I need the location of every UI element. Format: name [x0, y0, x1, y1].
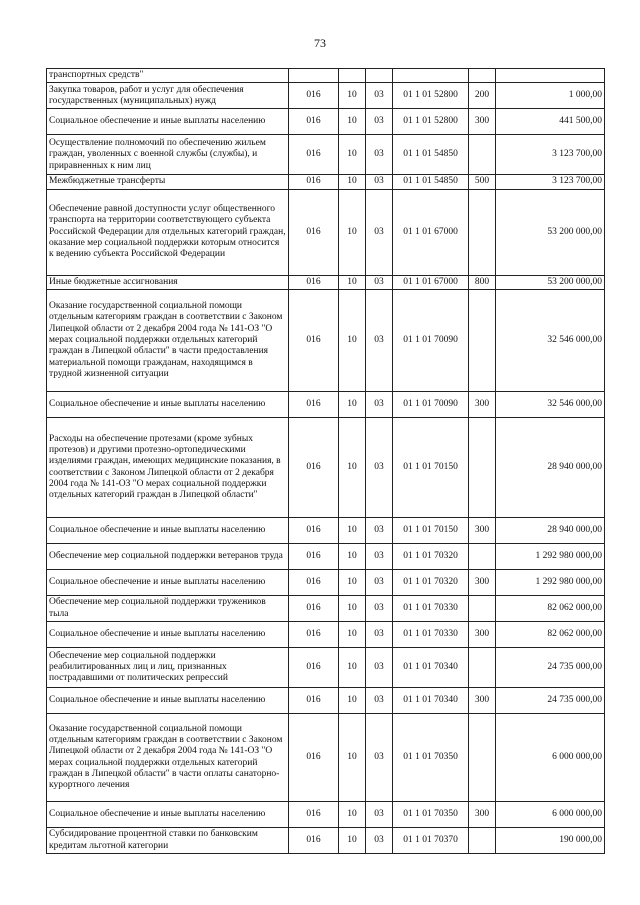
row-name: Иные бюджетные ассигнования [47, 275, 289, 289]
row-target: 01 1 01 67000 [393, 275, 469, 289]
table-row [47, 570, 605, 596]
row-ministry: 016 [289, 135, 339, 175]
row-ministry: 016 [289, 189, 339, 275]
table-row [47, 83, 605, 109]
row-type: 300 [469, 392, 496, 418]
row-section: 10 [339, 544, 366, 570]
row-amount: 82 062 000,00 [496, 596, 605, 622]
row-ministry: 016 [289, 622, 339, 648]
row-amount: 24 735 000,00 [496, 688, 605, 714]
row-amount: 32 546 000,00 [496, 290, 605, 392]
row-amount: 1 292 980 000,00 [496, 544, 605, 570]
row-type [469, 290, 496, 392]
row-target: 01 1 01 67000 [393, 189, 469, 275]
table-row [47, 802, 605, 828]
row-subsection: 03 [366, 83, 393, 109]
row-ministry: 016 [289, 596, 339, 622]
row-name: Социальное обеспечение и иные выплаты населению [47, 570, 289, 596]
row-target: 01 1 01 70320 [393, 544, 469, 570]
row-subsection: 03 [366, 648, 393, 688]
row-ministry: 016 [289, 648, 339, 688]
row-name: Социальное обеспечение и иные выплаты населению [47, 392, 289, 418]
row-ministry: 016 [289, 802, 339, 828]
row-name: Обеспечение мер социальной поддержки ветеранов труда [47, 544, 289, 570]
row-name: Социальное обеспечение и иные выплаты населению [47, 688, 289, 714]
row-ministry [289, 69, 339, 83]
row-amount: 32 546 000,00 [496, 392, 605, 418]
row-name: Расходы на обеспечение протезами (кроме зубных протезов) и другими протезно-ортопедическими изделиями граждан, имеющих медицинские показания, в соответствии с Законом Липецкой области от 2 декабря 2004 года № 141-ОЗ "О мерах социальной поддержки отдельных категорий граждан в Липецкой области" [47, 418, 289, 518]
row-section [339, 69, 366, 83]
row-section: 10 [339, 135, 366, 175]
table-row [47, 275, 605, 289]
table-row [47, 69, 605, 83]
row-name: Обеспечение мер социальной поддержки реабилитированных лиц и лиц, признанных пострадавшими от политических репрессий [47, 648, 289, 688]
row-type: 500 [469, 175, 496, 189]
row-subsection: 03 [366, 135, 393, 175]
row-name: Обеспечение мер социальной поддержки тружеников тыла [47, 596, 289, 622]
row-name: Социальное обеспечение и иные выплаты населению [47, 802, 289, 828]
row-target: 01 1 01 54850 [393, 135, 469, 175]
row-target: 01 1 01 70090 [393, 290, 469, 392]
table-row [47, 175, 605, 189]
row-subsection: 03 [366, 290, 393, 392]
row-subsection: 03 [366, 109, 393, 135]
row-target: 01 1 01 70320 [393, 570, 469, 596]
row-type: 300 [469, 109, 496, 135]
row-ministry: 016 [289, 418, 339, 518]
table-row [47, 596, 605, 622]
row-section: 10 [339, 392, 366, 418]
row-name: Социальное обеспечение и иные выплаты населению [47, 109, 289, 135]
row-subsection [366, 69, 393, 83]
row-amount: 6 000 000,00 [496, 802, 605, 828]
row-ministry: 016 [289, 175, 339, 189]
row-section: 10 [339, 109, 366, 135]
row-type [469, 648, 496, 688]
row-ministry: 016 [289, 275, 339, 289]
table-row [47, 392, 605, 418]
row-name: Межбюджетные трансферты [47, 175, 289, 189]
row-amount: 82 062 000,00 [496, 622, 605, 648]
row-name: транспортных средств" [47, 69, 289, 83]
row-ministry: 016 [289, 518, 339, 544]
row-target: 01 1 01 70330 [393, 596, 469, 622]
row-name: Социальное обеспечение и иные выплаты населению [47, 622, 289, 648]
row-section: 10 [339, 418, 366, 518]
row-target: 01 1 01 70370 [393, 828, 469, 854]
row-ministry: 016 [289, 688, 339, 714]
row-type: 300 [469, 688, 496, 714]
row-type [469, 596, 496, 622]
row-amount: 28 940 000,00 [496, 518, 605, 544]
row-section: 10 [339, 828, 366, 854]
row-amount: 28 940 000,00 [496, 418, 605, 518]
row-amount: 1 000,00 [496, 83, 605, 109]
row-section: 10 [339, 175, 366, 189]
row-amount: 24 735 000,00 [496, 648, 605, 688]
row-subsection: 03 [366, 392, 393, 418]
row-section: 10 [339, 714, 366, 802]
row-name: Закупка товаров, работ и услуг для обеспечения государственных (муниципальных) нужд [47, 83, 289, 109]
row-target: 01 1 01 52800 [393, 109, 469, 135]
row-amount: 441 500,00 [496, 109, 605, 135]
table-row [47, 109, 605, 135]
row-subsection: 03 [366, 544, 393, 570]
row-subsection: 03 [366, 714, 393, 802]
row-subsection: 03 [366, 802, 393, 828]
row-section: 10 [339, 570, 366, 596]
row-section: 10 [339, 83, 366, 109]
row-name: Социальное обеспечение и иные выплаты населению [47, 518, 289, 544]
row-type [469, 135, 496, 175]
table-row [47, 290, 605, 392]
row-type [469, 828, 496, 854]
table-row [47, 622, 605, 648]
row-target: 01 1 01 70340 [393, 648, 469, 688]
row-section: 10 [339, 802, 366, 828]
row-ministry: 016 [289, 828, 339, 854]
row-subsection: 03 [366, 518, 393, 544]
row-type: 300 [469, 622, 496, 648]
page-number: 73 [314, 36, 326, 50]
row-type [469, 418, 496, 518]
row-type [469, 69, 496, 83]
row-target: 01 1 01 70350 [393, 714, 469, 802]
row-type: 800 [469, 275, 496, 289]
table-row [47, 648, 605, 688]
row-target: 01 1 01 54850 [393, 175, 469, 189]
row-type: 300 [469, 518, 496, 544]
row-ministry: 016 [289, 109, 339, 135]
table-row [47, 714, 605, 802]
table-row [47, 828, 605, 854]
row-ministry: 016 [289, 714, 339, 802]
row-type [469, 544, 496, 570]
row-amount: 3 123 700,00 [496, 135, 605, 175]
row-subsection: 03 [366, 688, 393, 714]
row-type: 300 [469, 570, 496, 596]
budget-table [46, 68, 605, 854]
row-target: 01 1 01 70090 [393, 392, 469, 418]
row-target: 01 1 01 52800 [393, 83, 469, 109]
row-subsection: 03 [366, 828, 393, 854]
table-row [47, 518, 605, 544]
row-name: Оказание государственной социальной помощи отдельным категориям граждан в соответствии с Законом Липецкой области от 2 декабря 2004 года № 141-ОЗ "О мерах социальной поддержки отдельных категорий граждан в Липецкой области" в части оплаты санаторно-курортного лечения [47, 714, 289, 802]
row-target: 01 1 01 70150 [393, 518, 469, 544]
row-amount: 1 292 980 000,00 [496, 570, 605, 596]
row-subsection: 03 [366, 189, 393, 275]
table-row [47, 135, 605, 175]
row-ministry: 016 [289, 290, 339, 392]
row-type: 200 [469, 83, 496, 109]
row-section: 10 [339, 596, 366, 622]
row-amount: 53 200 000,00 [496, 275, 605, 289]
row-section: 10 [339, 518, 366, 544]
row-amount: 6 000 000,00 [496, 714, 605, 802]
table-row [47, 688, 605, 714]
row-target [393, 69, 469, 83]
row-section: 10 [339, 648, 366, 688]
row-subsection: 03 [366, 418, 393, 518]
table-row [47, 544, 605, 570]
row-amount [496, 69, 605, 83]
table-row [47, 189, 605, 275]
row-type [469, 189, 496, 275]
row-section: 10 [339, 290, 366, 392]
row-subsection: 03 [366, 275, 393, 289]
row-subsection: 03 [366, 622, 393, 648]
row-section: 10 [339, 622, 366, 648]
row-ministry: 016 [289, 392, 339, 418]
row-ministry: 016 [289, 570, 339, 596]
row-name: Осуществление полномочий по обеспечению жильем граждан, уволенных с военной службы (службы), и приравненных к ним лиц [47, 135, 289, 175]
row-section: 10 [339, 688, 366, 714]
row-ministry: 016 [289, 83, 339, 109]
row-ministry: 016 [289, 544, 339, 570]
row-subsection: 03 [366, 596, 393, 622]
row-amount: 53 200 000,00 [496, 189, 605, 275]
row-name: Оказание государственной социальной помощи отдельным категориям граждан в соответствии с Законом Липецкой области от 2 декабря 2004 года № 141-ОЗ "О мерах социальной поддержки отдельных категорий граждан в Липецкой области" в части предоставления материальной помощи гражданам, находящимся в трудной жизненной ситуации [47, 290, 289, 392]
row-type: 300 [469, 802, 496, 828]
row-subsection: 03 [366, 175, 393, 189]
row-name: Обеспечение равной доступности услуг общественного транспорта на территории соответствующего субъекта Российской Федерации для отдельных категорий граждан, оказание мер социальной поддержки которым относится к ведению субъекта Российской Федерации [47, 189, 289, 275]
table-row [47, 418, 605, 518]
row-amount: 3 123 700,00 [496, 175, 605, 189]
row-section: 10 [339, 275, 366, 289]
row-target: 01 1 01 70350 [393, 802, 469, 828]
row-target: 01 1 01 70150 [393, 418, 469, 518]
row-section: 10 [339, 189, 366, 275]
row-type [469, 714, 496, 802]
row-subsection: 03 [366, 570, 393, 596]
row-target: 01 1 01 70340 [393, 688, 469, 714]
row-amount: 190 000,00 [496, 828, 605, 854]
row-target: 01 1 01 70330 [393, 622, 469, 648]
row-name: Субсидирование процентной ставки по банковским кредитам льготной категории [47, 828, 289, 854]
